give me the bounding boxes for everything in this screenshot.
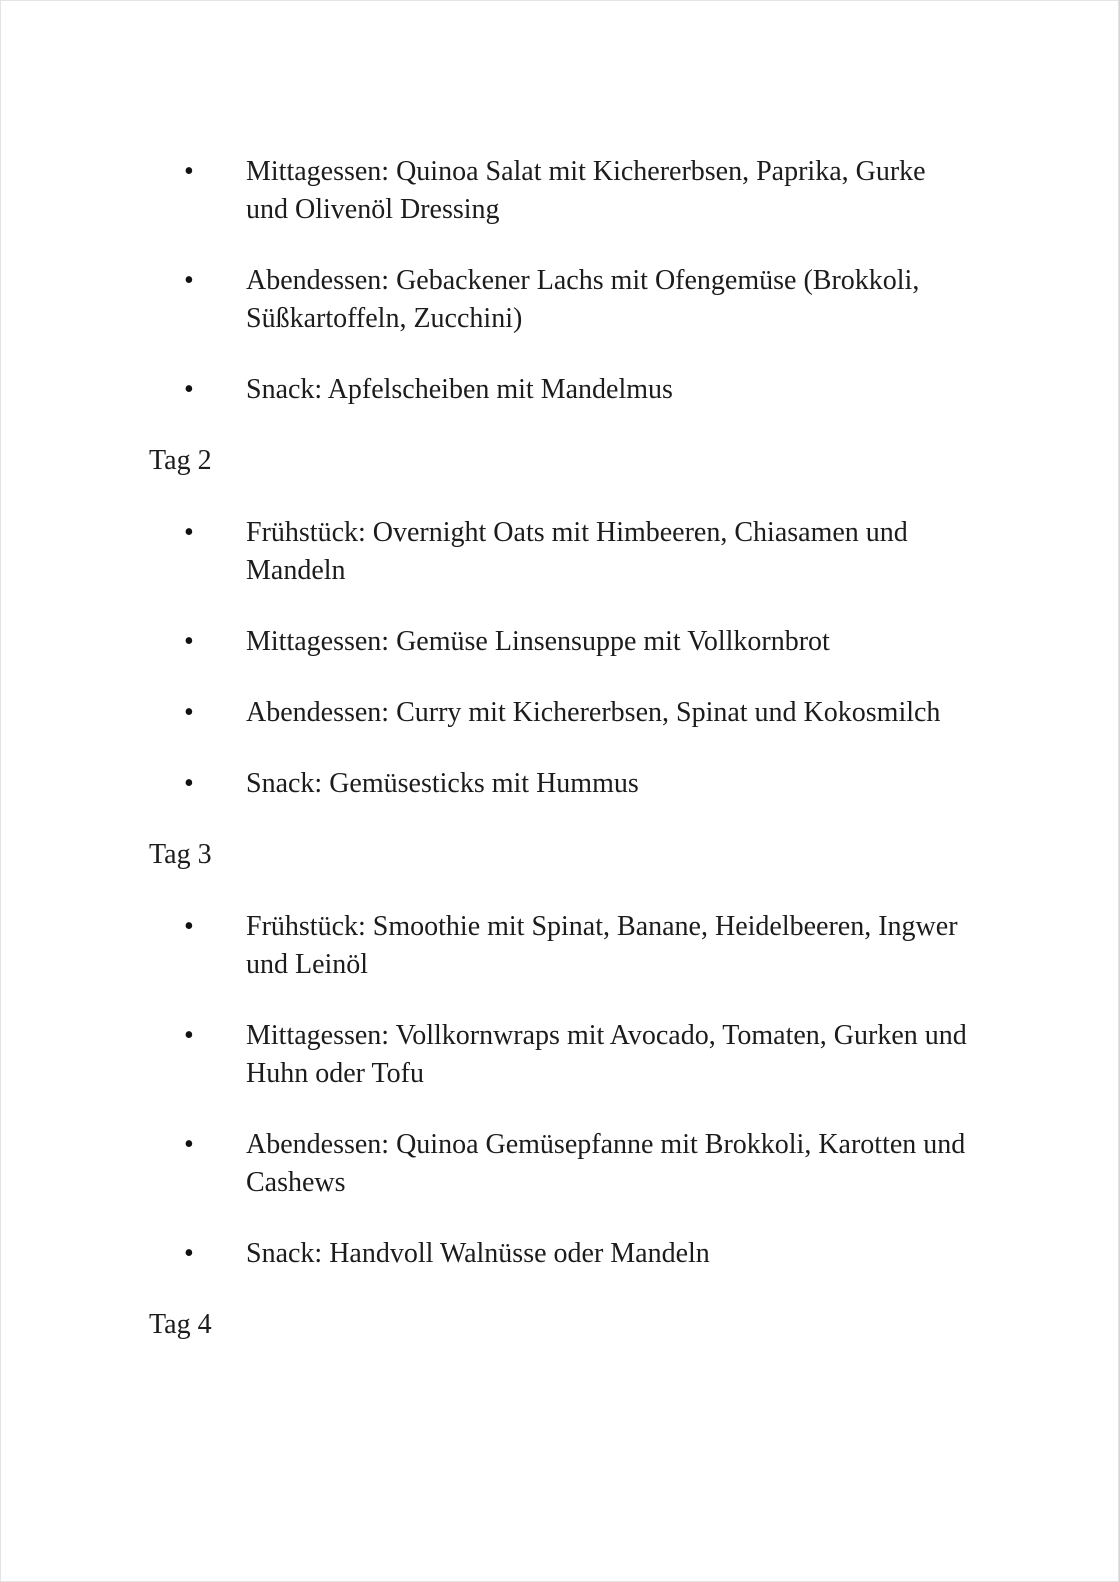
meal-list-day2	[149, 514, 968, 803]
list-item: • Mittagessen: Quinoa Salat mit Kichererbsen, Paprika, Gurke und Olivenöl Dressing	[246, 153, 968, 229]
day-heading-tag2: Tag 2	[149, 445, 212, 476]
day-heading-tag3: Tag 3	[149, 839, 212, 870]
list-item: • Abendessen: Gebackener Lachs mit Ofengemüse (Brokkoli, Süßkartoffeln, Zucchini)	[246, 262, 968, 338]
list-item: • Mittagessen: Vollkornwraps mit Avocado, Tomaten, Gurken und Huhn oder Tofu	[246, 1017, 968, 1093]
meal-list-day3	[149, 908, 968, 1273]
document-content	[1, 1, 1118, 1344]
list-item: • Mittagessen: Gemüse Linsensuppe mit Vollkornbrot	[246, 623, 968, 661]
list-item: • Frühstück: Overnight Oats mit Himbeeren, Chiasamen und Mandeln	[246, 514, 968, 590]
list-item: • Abendessen: Quinoa Gemüsepfanne mit Brokkoli, Karotten und Cashews	[246, 1126, 968, 1202]
list-item: • Snack: Handvoll Walnüsse oder Mandeln	[246, 1235, 968, 1273]
day-heading-tag4: Tag 4	[149, 1309, 212, 1340]
meal-list-day1	[149, 153, 968, 409]
list-item: • Abendessen: Curry mit Kichererbsen, Spinat und Kokosmilch	[246, 694, 968, 732]
list-item: • Snack: Gemüsesticks mit Hummus	[246, 765, 968, 803]
list-item: • Frühstück: Smoothie mit Spinat, Banane, Heidelbeeren, Ingwer und Leinöl	[246, 908, 968, 984]
list-item: • Snack: Apfelscheiben mit Mandelmus	[246, 371, 968, 409]
